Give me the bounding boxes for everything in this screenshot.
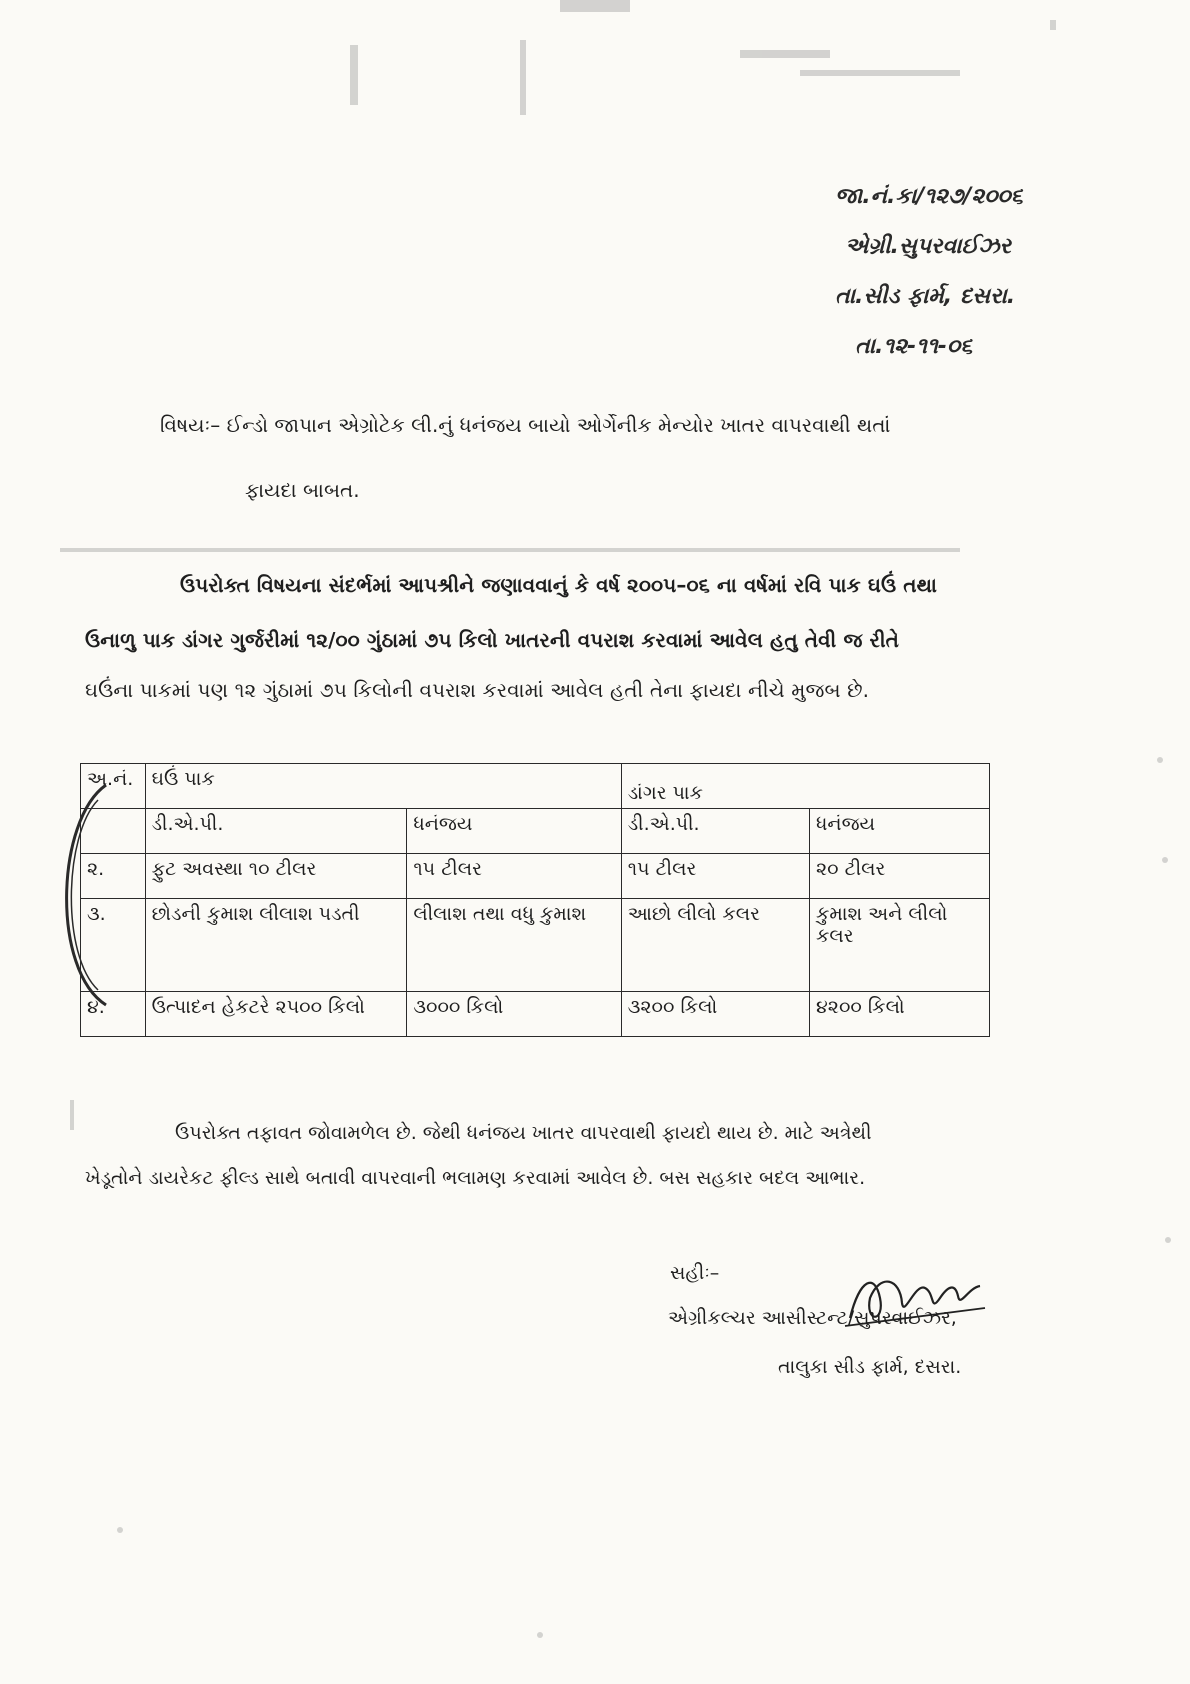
subject-continuation: ફાયદા બાબત. — [245, 478, 360, 502]
row-sr: ૪. — [81, 992, 146, 1037]
closing-line-1: ઉપરોક્ત તફાવત જોવામળેલ છે. જેથી ધનંજય ખાતર વાપરવાથી ફાયદો થાય છે. માટે અત્રેથી — [175, 1122, 872, 1144]
subject-line: વિષયઃ– ઈન્ડો જાપાન એગ્રોટેક લી.નું ધનંજય બાયો ઓર્ગેનીક મેન્યોર ખાતર વાપરવાથી થતાં — [160, 413, 891, 437]
signature-label: સહીઃ– — [670, 1262, 720, 1284]
reference-number: જા.નં.કા/૧૨૭/૨૦૦૬ — [835, 184, 1023, 209]
table-cell: ૩૨૦૦ કિલો — [621, 992, 809, 1037]
office-stamp-icon — [46, 780, 116, 1010]
table-header-row — [81, 764, 990, 809]
table-cell: છોડની કુમાશ લીલાશ પડતી — [145, 899, 407, 992]
table-subheader-row — [81, 809, 990, 854]
table-cell: ૧૫ ટીલર — [407, 854, 621, 899]
row-sr: ૨. — [81, 854, 146, 899]
table-cell: આછો લીલો કલર — [621, 899, 809, 992]
table-cell: લીલાશ તથા વધુ કુમાશ — [407, 899, 621, 992]
table-cell: ૨૦ ટીલર — [810, 854, 990, 899]
table-cell: કુમાશ અને લીલો કલર — [810, 899, 990, 992]
table-cell: ફુટ અવસ્થા ૧૦ ટીલર — [145, 854, 407, 899]
table-cell: ૪૨૦૦ કિલો — [810, 992, 990, 1037]
signature-title: એગ્રીકલ્ચર આસીસ્ટન્ટ/સુપરવાઈઝર, — [668, 1307, 957, 1329]
body-line-1: ઉપરોક્ત વિષયના સંદર્ભમાં આપશ્રીને જણાવવાનું કે વર્ષ ૨૦૦૫–૦૬ ના વર્ષમાં રવિ પાક ઘઉં તથા — [180, 573, 937, 597]
body-line-2: ઉનાળુ પાક ડાંગર ગુર્જરીમાં ૧૨/૦૦ ગુંઠામાં ૭૫ કિલો ખાતરની વપરાશ કરવામાં આવેલ હતુ તેવી જ રીતે — [85, 628, 900, 652]
subheader-paddy-dhananjay: ધનંજય — [810, 809, 990, 854]
table-cell: ૧૫ ટીલર — [621, 854, 809, 899]
body-line-3: ઘઉંના પાકમાં પણ ૧૨ ગુંઠામાં ૭૫ કિલોની વપરાશ કરવામાં આવેલ હતી તેના ફાયદા નીચે મુજબ છે. — [85, 678, 870, 702]
subheader-paddy-dap: ડી.એ.પી. — [621, 809, 809, 854]
header-sr: અ.નં. — [81, 764, 146, 809]
crop-comparison-table — [80, 763, 990, 1037]
subheader-wheat-dap: ડી.એ.પી. — [145, 809, 407, 854]
header-paddy: ડાંગર પાક — [621, 764, 989, 809]
reference-officer: એગ્રી.સુપરવાઈઝર — [845, 234, 1011, 259]
table-row — [81, 992, 990, 1037]
table-row — [81, 899, 990, 992]
reference-office: તા.સીડ ફાર્મ, દસરા. — [835, 284, 1016, 309]
table-row — [81, 854, 990, 899]
table-cell: ૩૦૦૦ કિલો — [407, 992, 621, 1037]
signature-office: તાલુકા સીડ ફાર્મ, દસરા. — [778, 1356, 962, 1378]
header-wheat: ઘઉં પાક — [145, 764, 621, 809]
reference-date: તા.૧૨-૧૧-૦૬ — [855, 334, 973, 359]
reference-block — [790, 172, 1040, 372]
row-sr: ૩. — [81, 899, 146, 992]
subheader-wheat-dhananjay: ધનંજય — [407, 809, 621, 854]
closing-line-2: ખેડૂતોને ડાયરેકટ ફીલ્ડ સાથે બતાવી વાપરવાની ભલામણ કરવામાં આવેલ છે. બસ સહકાર બદલ આભાર. — [85, 1167, 866, 1189]
table-cell: ઉત્પાદન હેકટરે ૨૫૦૦ કિલો — [145, 992, 407, 1037]
